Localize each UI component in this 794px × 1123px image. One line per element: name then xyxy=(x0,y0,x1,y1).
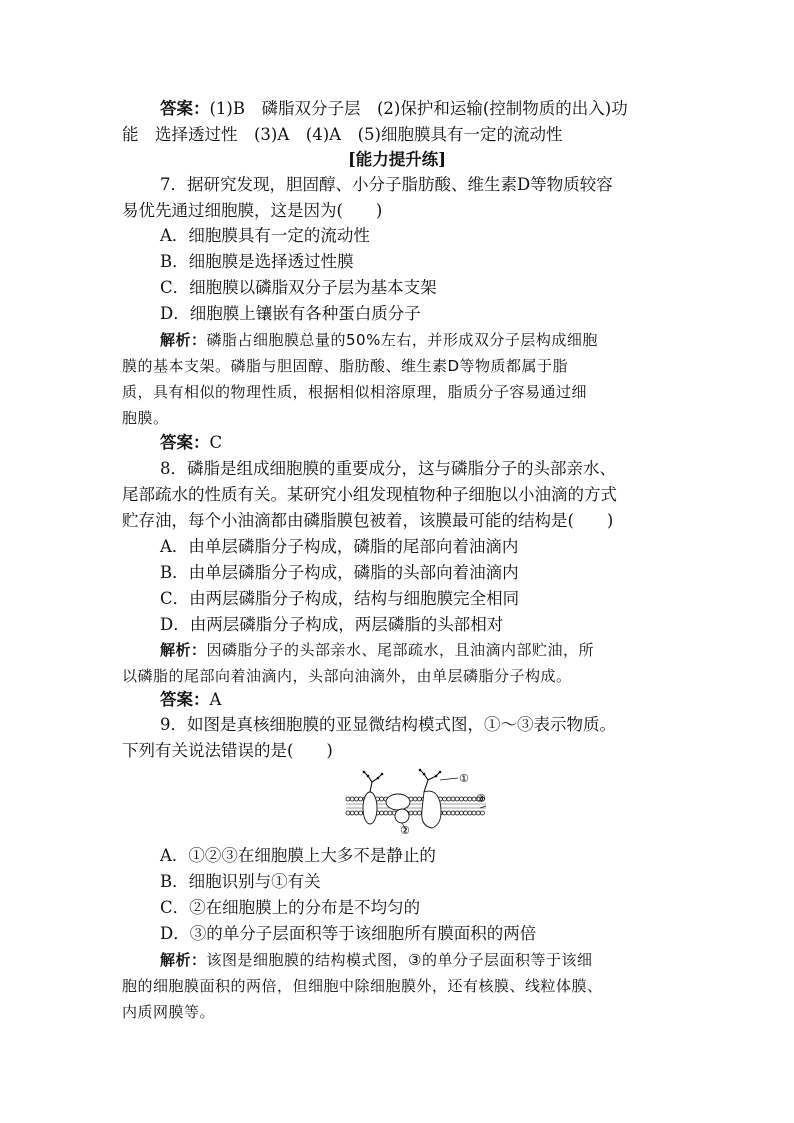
phospholipid-head xyxy=(447,797,451,801)
phospholipid-head xyxy=(464,811,468,815)
q9-option-b: B．细胞识别与①有关 xyxy=(160,872,321,891)
q8-explanation-text-1: 因磷脂分子的头部亲水、尾部疏水，且油滴内部贮油，所 xyxy=(206,641,595,659)
explanation-label: 解析： xyxy=(160,641,207,659)
phospholipid-head xyxy=(346,811,350,815)
phospholipid-head xyxy=(464,797,468,801)
q9-explanation-line-1 xyxy=(160,947,592,973)
phospholipid-head xyxy=(468,811,472,815)
phospholipid-head xyxy=(413,811,417,815)
phospholipid-head xyxy=(354,797,358,801)
q8-option-a: A．由单层磷脂分子构成，磷脂的尾部向着油滴内 xyxy=(160,537,519,556)
phospholipid-head xyxy=(455,811,459,815)
q7-answer xyxy=(160,430,222,456)
q6-answer-text-1: (1)B 磷脂双分子层 (2)保护和运输(控制物质的出入)功 xyxy=(209,99,628,118)
q7-explanation-line-2: 膜的基本支架。磷脂与胆固醇、脂肪酸、维生素D等物质都属于脂 xyxy=(122,357,569,375)
phospholipid-head xyxy=(354,811,358,815)
q7-explanation-line-3: 质，具有相似的物理性质，根据相似相溶原理，脂质分子容易通过细 xyxy=(122,383,588,401)
phospholipid-head xyxy=(459,797,463,801)
answer-label: 答案： xyxy=(160,433,210,452)
phospholipid-head xyxy=(413,797,417,801)
phospholipid-head xyxy=(417,811,421,815)
q7-explanation-text-1: 磷脂占细胞膜总量的50%左右，并形成双分子层构成细胞 xyxy=(206,331,598,349)
phospholipid-head xyxy=(388,811,392,815)
q8-stem-line-3: 贮存油，每个小油滴都由磷脂膜包被着，该膜最可能的结构是( ) xyxy=(122,511,614,530)
q7-stem-line-2: 易优先通过细胞膜，这是因为( ) xyxy=(122,201,383,220)
phospholipid-head xyxy=(350,797,354,801)
phospholipid-head xyxy=(455,797,459,801)
phospholipid-head xyxy=(359,811,363,815)
q6-answer-line-2: 能 选择透过性 (3)A (4)A (5)细胞膜具有一定的流动性 xyxy=(122,125,563,144)
q7-explanation-line-1 xyxy=(160,327,598,353)
q7-explanation-line-4: 胞膜。 xyxy=(122,409,169,427)
phospholipid-head xyxy=(443,797,447,801)
cell-membrane-diagram xyxy=(340,768,490,834)
q9-explanation-text-1: 该图是细胞膜的结构模式图，③的单分子层面积等于该细 xyxy=(206,951,593,969)
q8-stem-line-2: 尾部疏水的性质有关。某研究小组发现植物种子细胞以小油滴的方式 xyxy=(122,485,617,504)
q8-answer-value: A xyxy=(209,690,222,709)
phospholipid-head xyxy=(447,811,451,815)
explanation-label: 解析： xyxy=(160,951,207,969)
q9-explanation-line-3: 内质网膜等。 xyxy=(122,1003,216,1021)
phospholipid-head xyxy=(409,811,413,815)
q8-explanation-line-1 xyxy=(160,637,594,663)
phospholipid-head xyxy=(468,797,472,801)
figure-label-3: ③ xyxy=(476,792,486,805)
phospholipid-head xyxy=(451,811,455,815)
phospholipid-head xyxy=(417,797,421,801)
membrane-protein xyxy=(363,791,441,828)
phospholipid-head xyxy=(459,811,463,815)
q7-option-b: B．细胞膜是选择透过性膜 xyxy=(160,252,354,271)
q9-option-d: D．③的单分子层面积等于该细胞所有膜面积的两倍 xyxy=(160,924,537,943)
q9-option-c: C．②在细胞膜上的分布是不均匀的 xyxy=(160,898,421,917)
q8-option-d: D．由两层磷脂分子构成，两层磷脂的头部相对 xyxy=(160,615,504,634)
phospholipid-head xyxy=(472,811,476,815)
q9-stem-line-2: 下列有关说法错误的是( ) xyxy=(122,741,333,760)
q9-stem-line-1: 9．如图是真核细胞膜的亚显微结构模式图，①～③表示物质。 xyxy=(160,715,616,734)
phospholipid-head xyxy=(350,811,354,815)
q9-option-a: A．①②③在细胞膜上大多不是静止的 xyxy=(160,846,436,865)
q8-stem-line-1: 8．磷脂是组成细胞膜的重要成分，这与磷脂分子的头部亲水、 xyxy=(160,459,616,478)
q8-option-c: C．由两层磷脂分子构成，结构与细胞膜完全相同 xyxy=(160,589,520,608)
q9-explanation-line-2: 胞的细胞膜面积的两倍，但细胞中除细胞膜外，还有核膜、线粒体膜、 xyxy=(122,977,603,995)
phospholipid-head xyxy=(451,797,455,801)
q7-option-d: D．细胞膜上镶嵌有各种蛋白质分子 xyxy=(160,304,421,323)
phospholipid-head xyxy=(380,797,384,801)
q7-option-a: A．细胞膜具有一定的流动性 xyxy=(160,226,370,245)
q8-option-b: B．由单层磷脂分子构成，磷脂的头部向着油滴内 xyxy=(160,563,519,582)
q8-explanation-line-2: 以磷脂的尾部向着油滴内，头部向油滴外，由单层磷脂分子构成。 xyxy=(122,667,572,685)
phospholipid-head xyxy=(480,811,484,815)
phospholipid-head xyxy=(476,811,480,815)
section-heading: [能力提升练] xyxy=(347,150,447,169)
phospholipid-head xyxy=(384,811,388,815)
figure-label-2: ② xyxy=(400,824,410,834)
q7-stem-line-1: 7．据研究发现，胆固醇、小分子脂肪酸、维生素D等物质较容 xyxy=(160,175,613,194)
phospholipid-head xyxy=(443,811,447,815)
glycoprotein-chain xyxy=(364,770,440,792)
answer-label: 答案： xyxy=(160,99,210,118)
answer-label: 答案： xyxy=(160,690,210,709)
explanation-label: 解析： xyxy=(160,331,207,349)
phospholipid-head xyxy=(346,797,350,801)
q6-answer-line-1 xyxy=(160,96,628,122)
figure-label-1: ① xyxy=(459,772,469,785)
q8-answer xyxy=(160,687,221,713)
phospholipid-head xyxy=(380,811,384,815)
q7-answer-value: C xyxy=(209,433,223,452)
phospholipid-head xyxy=(359,797,363,801)
q7-option-c: C．细胞膜以磷脂双分子层为基本支架 xyxy=(160,278,437,297)
